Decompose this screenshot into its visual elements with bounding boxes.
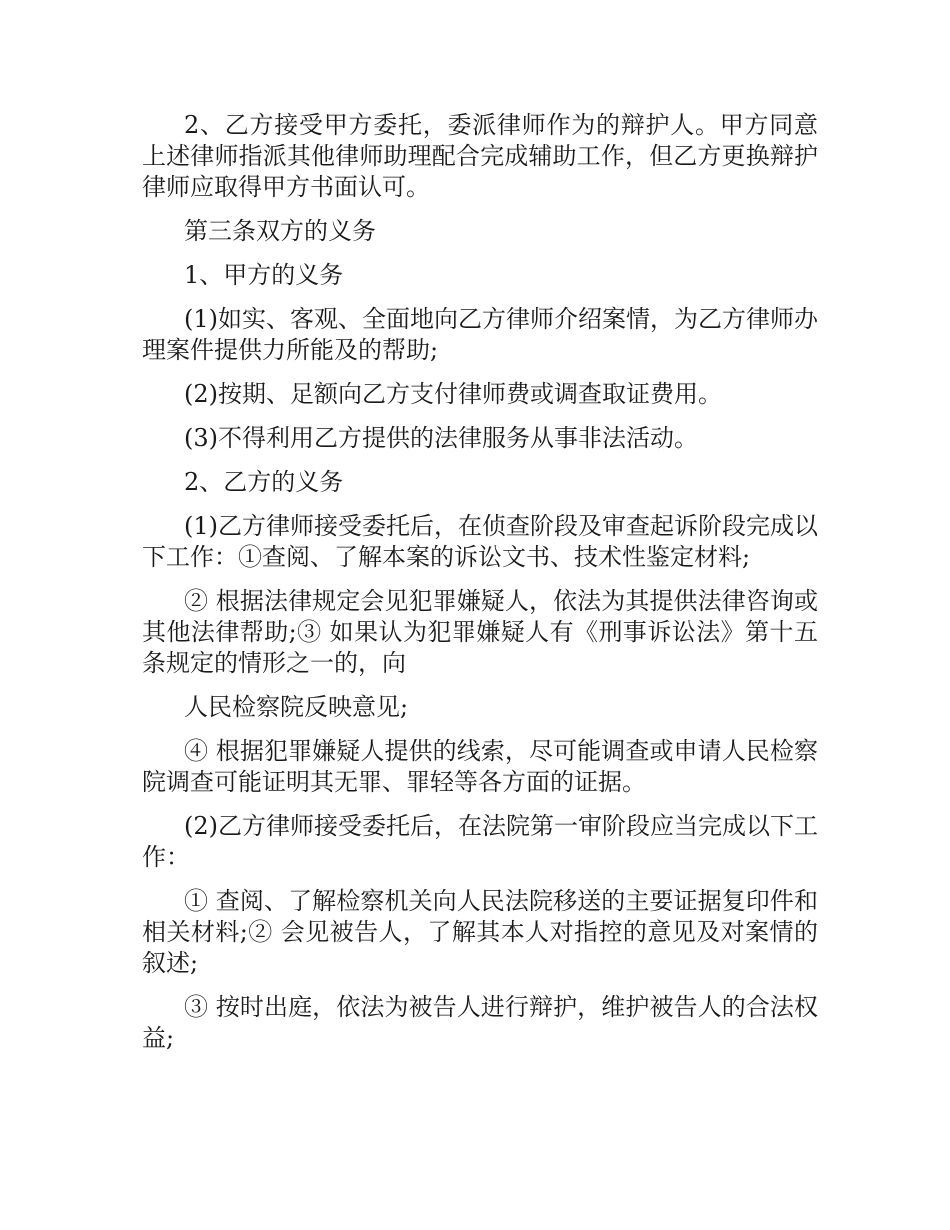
paragraph-party-a-item-1: (1)如实、客观、全面地向乙方律师介绍案情，为乙方律师办理案件提供力所能及的帮助; [142,305,818,364]
paragraph-party-b-item-1-sub-2-3: ② 根据法律规定会见犯罪嫌疑人，依法为其提供法律咨询或其他法律帮助;③ 如果认为犯罪嫌疑人有《刑事诉讼法》第十五条规定的情形之一的，向 [142,587,818,677]
paragraph-party-b-item-1: (1)乙方律师接受委托后，在侦查阶段及审查起诉阶段完成以下工作：①查阅、了解本案的诉讼文书、技术性鉴定材料; [142,512,818,571]
heading-article-three: 第三条双方的义务 [184,217,376,245]
paragraph-party-b-item-1-sub-4: ④ 根据犯罪嫌疑人提供的线索，尽可能调查或申请人民检察院调查可能证明其无罪、罪轻等各方面的证据。 [142,737,818,796]
heading-party-b-obligations: 2、乙方的义务 [184,468,344,496]
heading-party-a-obligations: 1、甲方的义务 [184,261,344,289]
paragraph-party-a-item-3: (3)不得利用乙方提供的法律服务从事非法活动。 [184,424,698,452]
paragraph-party-b-item-2-sub-1-2: ① 查阅、了解检察机关向人民法院移送的主要证据复印件和相关材料;② 会见被告人，了解其本人对指控的意见及对案情的叙述; [142,887,818,977]
document-body [142,110,818,1067]
paragraph-party-b-item-2-sub-3: ③ 按时出庭，依法为被告人进行辩护，维护被告人的合法权益; [142,993,818,1052]
paragraph-procuratorate-opinion: 人民检察院反映意见; [184,693,409,721]
paragraph-party-a-item-2: (2)按期、足额向乙方支付律师费或调查取证费用。 [184,380,722,408]
paragraph-lawyer-assignment: 2、乙方接受甲方委托，委派律师作为的辩护人。甲方同意上述律师指派其他律师助理配合完成辅助工作，但乙方更换辩护律师应取得甲方书面认可。 [142,111,818,201]
paragraph-party-b-item-2: (2)乙方律师接受委托后，在法院第一审阶段应当完成以下工作： [142,812,818,871]
